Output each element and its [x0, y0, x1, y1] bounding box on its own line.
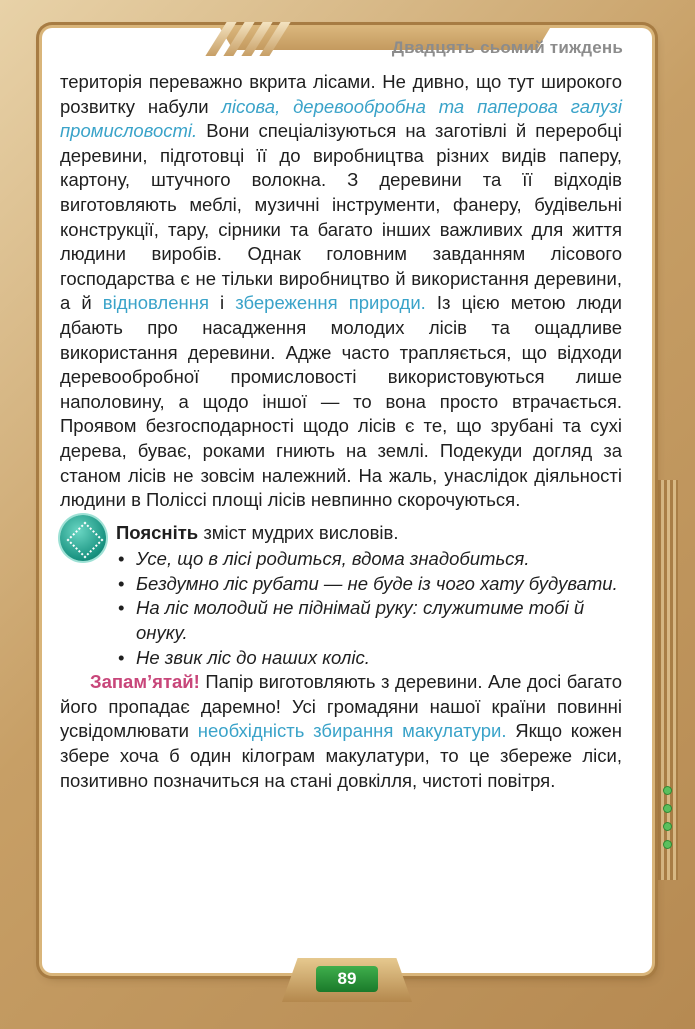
text-run: Якщо кожен збере хоча б один кілограм макулатури, то це збереже ліси, позитивно позначиться на стані довкілля, чистоті повітря. — [60, 720, 622, 791]
list-item: • Усе, що в лісі родиться, вдома знадобиться. — [116, 547, 622, 572]
text-run: Із цією метою люди дбають про насадження молодих лісів та ощадливе використання деревини. Адже часто трапляється, що відходи деревообробної промисловості використовуються лише наполовину, а щодо іншої — то вона просто втрачається. Проявом безгосподарності щодо лісів є те, що зрубані та сухі дерева, буває, роками гниють на землі. Подекуди догляд за станом лісів не зовсім належний. На жаль, унаслідок діяльності людини в Поліссі площі лісів невпинно скорочуються. — [60, 292, 622, 511]
highlight-industries: лісова, деревообробна та паперова галузі промисловості. — [60, 95, 622, 142]
task-text: зміст мудрих висловів. — [198, 521, 399, 543]
proverb-list — [116, 547, 622, 670]
page-number: 89 — [316, 966, 378, 992]
remember-paragraph — [60, 670, 622, 793]
text-run: Папір виготовляють з деревини. Але досі багато його пропадає даремно! Усі громадяни нашої країни повинні усвідомлювати — [60, 671, 622, 742]
highlight-preservation: збереження природи. — [235, 292, 426, 314]
task-block — [60, 521, 622, 671]
body-paragraph — [60, 70, 622, 513]
task-icon — [60, 515, 106, 561]
text-run: Вони спеціалізуються на заготівлі й переробці деревини, підготовці її до виробництва різних видів паперу, картону, штучного волокна. З деревини та її відходів виготовляють меблі, музичні інструменти, фанеру, будівельні конструкції, тару, сірники та багато інших важливих для життя людини виробів. Однак головним завданням лісового господарства є не тільки виробництво й використання деревини, а й — [60, 120, 622, 314]
page-content — [60, 70, 622, 793]
header-stripes — [208, 22, 294, 56]
list-item: • Бездумно ліс рубати — не буде із чого хату будувати. — [116, 572, 622, 597]
task-verb: Поясніть — [116, 521, 199, 543]
task-title — [116, 521, 622, 546]
highlight-recycling: необхідність збирання макулатури. — [197, 720, 507, 742]
highlight-restoration: відновлення — [102, 292, 209, 314]
remember-label: Запам’ятай! — [90, 671, 200, 693]
page-number-plate — [282, 958, 412, 1002]
list-item: • Не звик ліс до наших коліс. — [116, 646, 622, 671]
text-run: територія переважно вкрита лісами. Не дивно, що тут широкого розвитку набули — [60, 71, 622, 117]
chapter-title: Двадцять сьомий тиждень — [391, 38, 623, 57]
text-run: і — [208, 292, 236, 314]
decorative-dots — [663, 786, 675, 858]
list-item: • На ліс молодий не піднімай руку: служитиме тобі й онуку. — [116, 596, 622, 645]
